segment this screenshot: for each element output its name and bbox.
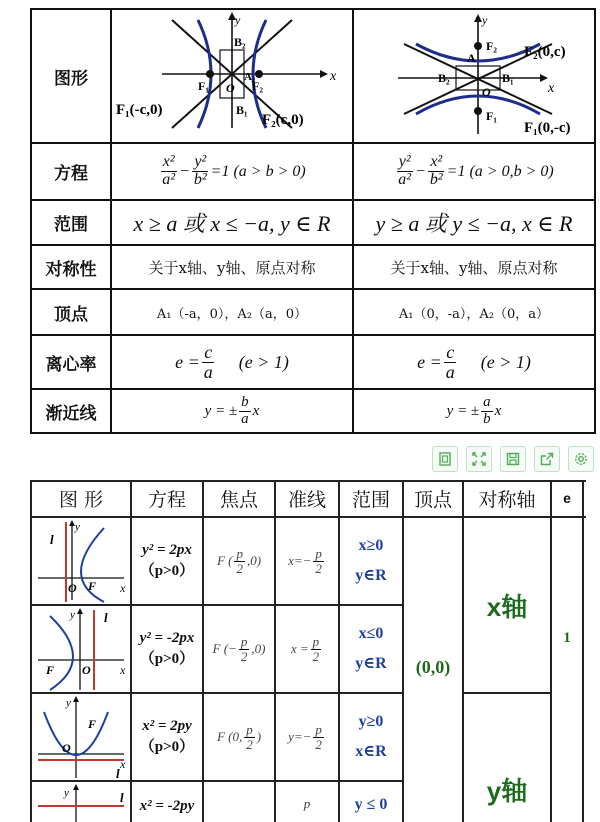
equation-text: y² = 2px [142,542,192,558]
eccentricity-condition: (e > 1) [480,351,531,372]
fraction-denominator: b² [429,171,443,188]
fraction-denominator: b² [193,171,207,188]
axis-y-cell: y轴 [486,776,528,806]
focus-cell [204,694,274,780]
x-axis-label: x [120,757,126,771]
header-equation: 方程 [147,488,186,511]
x-axis-label: x [548,81,555,96]
focus-bottom-label: F₁(0,-c) [524,120,571,136]
y-axis-label: y [75,521,80,533]
share-icon [539,451,555,467]
f2-label: F₂ [486,39,497,53]
b2-label: B₂ [438,71,450,85]
focus-label: F [88,579,97,593]
range-line-1: x≥0 [358,537,384,554]
parabola-up-figure [32,694,130,780]
header-directrix: 准线 [287,488,326,511]
eccentricity-lhs: e = [175,351,200,372]
eccentricity-left [112,336,352,388]
symmetry-right: 关于x轴、y轴、原点对称 [390,258,558,277]
equation-left: $\frac{\text{x²}}{\text{a²}}$ − $\frac{\text{y²}}{\text{b²}}$ =1 (a > b > 0) [162,153,306,188]
fraction-numerator: y² [194,153,207,171]
fraction-denominator: 2 [246,736,253,752]
fraction-denominator: 2 [315,560,322,576]
asymptote-lhs: y = ± [446,402,480,419]
directrix-cell [276,606,338,692]
range-cell [340,606,402,692]
range-line-1: x≤0 [358,625,384,642]
asymptote-var: x [494,402,502,419]
equation-right: $\frac{\text{y²}}{\text{a²}}$ − $\frac{\text{x²}}{\text{b²}}$ =1 (a > 0,b > 0) [398,153,554,188]
table-border [30,432,596,434]
directrix-prefix: x=− [288,553,312,568]
equation-rhs: =1 (a > 0,b > 0) [446,162,554,180]
fraction-denominator: a [203,361,213,382]
focus-label: F [46,663,55,677]
y-axis-label: y [66,697,71,709]
b2-label: B₂ [234,35,246,49]
directrix-cell [276,694,338,780]
equation-cell [132,518,202,604]
parabola-left-figure [32,606,130,692]
directrix-cell [276,518,338,604]
share-button[interactable] [534,446,560,472]
equation-rhs: =1 (a > b > 0) [210,162,306,180]
origin-label: O [62,741,71,755]
equation-condition: （p>0） [139,563,195,579]
asymptote-var: x [252,402,260,419]
focus-top-label: F₂(0,c) [524,44,566,60]
eccentricity-right [354,336,594,388]
fraction-denominator: a² [162,171,176,188]
expand-button[interactable] [466,446,492,472]
row-label-equation: 方程 [54,164,88,183]
directrix-label: l [104,610,108,625]
focus-prefix: F ( [216,553,233,568]
hyperbola-vertical-figure [354,10,594,142]
focus-cell [204,518,274,604]
asymptote-left [112,390,352,432]
hyperbola-horizontal-figure [112,10,352,142]
directrix-label: l [120,790,124,805]
header-focus: 焦点 [219,488,258,511]
directrix-label: l [116,766,120,780]
range-line-1: y ≤ 0 [354,796,388,813]
fraction-numerator: x² [430,153,443,171]
focus-right-label: F₂(c,0) [262,112,304,128]
row-label-asymptote: 渐近线 [45,403,97,423]
directrix-label: l [50,532,54,547]
equation-cell [132,606,202,692]
range-line-1: y≥0 [358,713,384,730]
header-range: 范围 [351,488,390,511]
fraction-numerator: c [204,341,213,362]
range-right: y ≥ a 或 y ≤ −a, x ∈ R [375,211,573,236]
directrix-prefix: x = [290,641,309,656]
focus-left-label: F₁(-c,0) [116,102,163,118]
directrix-prefix: y=− [288,729,312,744]
fraction-numerator: b [241,393,249,410]
fraction-numerator: p [315,721,322,737]
fraction-denominator: a [241,410,249,427]
eccentricity-cell: 1 [563,629,571,646]
hyperbola-table [30,8,596,434]
row-label-symmetry: 对称性 [45,259,97,279]
fraction-denominator: 2 [240,648,248,664]
fraction-numerator: p [315,545,322,561]
a2-label: A₂ [244,71,256,83]
asymptote-right [354,390,594,432]
symmetry-left: 关于x轴、y轴、原点对称 [148,258,316,277]
fraction-denominator: 2 [315,736,322,752]
vertex-right: A₁（0，-a），A₂（0，a） [398,306,550,322]
range-cell [340,694,402,780]
parabola-right-figure [32,518,130,604]
f2-label: F₂ [252,79,263,93]
expand-icon [471,451,487,467]
y-axis-label: y [64,787,69,799]
fraction-numerator: p [246,721,253,737]
focus-label: F [88,717,97,731]
copy-icon [437,451,453,467]
fraction-numerator: a [483,393,491,410]
range-line-2: y∈R [355,655,387,672]
equation-text: x² = -2py [139,798,195,814]
equation-cell [132,694,202,780]
vertex-left: A₁（-a，0），A₂（a，0） [156,306,308,322]
range-cell [340,796,402,822]
fraction-denominator: 2 [236,560,243,576]
focus-prefix: F (0, [216,729,243,744]
y-axis-label: y [70,609,75,621]
asymptote-lhs: y = ± [204,402,238,419]
fraction-numerator: p [303,796,311,811]
settings-icon [573,451,589,467]
equation-cell [132,798,202,822]
focus-suffix: ,0) [251,641,266,656]
header-axis: 对称轴 [478,488,536,511]
save-icon [505,451,521,467]
table-border [582,480,584,822]
row-label-vertex: 顶点 [54,304,88,324]
equation-condition: （p>0） [139,739,195,755]
row-label-range: 范围 [54,215,88,234]
origin-label: O [68,581,77,595]
eccentricity-lhs: e = [417,351,442,372]
fraction-numerator: c [446,341,455,362]
focus-suffix: ,0) [246,553,262,568]
axis-x-cell: x轴 [486,591,528,622]
origin-label: O [482,85,491,99]
row-label-graph: 图形 [54,68,88,88]
fraction-numerator: x² [162,153,175,171]
range-line-2: y∈R [355,567,387,584]
origin-label: O [82,663,91,677]
parabola-down-figure [32,782,130,822]
y-axis-label: y [482,13,488,27]
range-cell [340,518,402,604]
directrix-cell [276,796,338,822]
fraction-denominator: 2 [312,648,320,664]
parabola-table [30,480,586,822]
x-axis-label: x [330,69,337,84]
save-button[interactable] [500,446,526,472]
range-left: x ≥ a 或 x ≤ −a, y ∈ R [133,211,331,236]
x-axis-label: x [120,581,126,595]
fraction-numerator: p [240,633,248,649]
row-label-eccentricity: 离心率 [45,354,97,374]
eccentricity-condition: (e > 1) [238,351,289,372]
header-figure: 图 形 [58,488,104,511]
header-eccentricity: e [563,490,571,506]
vertex-a-label: A [467,51,476,65]
y-axis-label: y [235,13,241,27]
equation-text: y² = -2px [139,630,195,646]
focus-prefix: F (− [212,641,237,656]
b1-label: B₁ [502,71,514,85]
origin-label: O [226,81,235,95]
fraction-numerator: p [312,633,320,649]
range-line-2: x∈R [355,743,387,760]
settings-button[interactable] [568,446,594,472]
fraction-denominator: b [483,410,491,427]
x-axis-label: x [120,663,126,677]
fraction-numerator: y² [398,153,411,171]
equation-text: x² = 2py [142,718,192,734]
image-toolbar [432,446,594,474]
b1-label: B₁ [236,103,248,117]
copy-button[interactable] [432,446,458,472]
focus-cell [204,606,274,692]
focus-suffix: ) [256,729,262,744]
fraction-denominator: a² [398,171,412,188]
fraction-denominator: a [445,361,455,382]
table-border [594,8,596,434]
header-vertex: 顶点 [413,488,452,511]
f1-label: F₁ [486,109,497,123]
vertex-cell: (0,0) [415,656,451,677]
fraction-numerator: p [236,545,243,561]
f1-label: F₁ [198,79,209,93]
equation-condition: （p>0） [139,651,195,667]
